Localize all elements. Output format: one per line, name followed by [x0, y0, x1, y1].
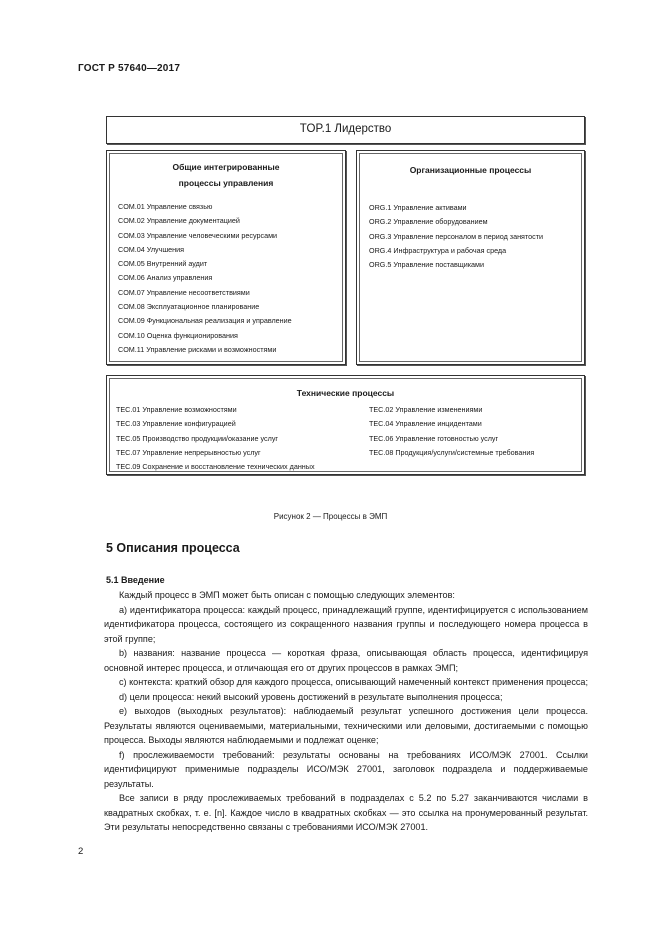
management-process-list: [118, 200, 292, 357]
technical-title: Технические процессы: [296, 388, 395, 398]
paragraph: а) идентификатора процесса: каждый процесс, принадлежащий группе, идентифицируется с использованием идентификатора процесса, состоящего из сокращенного названия группы и последующего номера процесса в этой группе;: [104, 604, 588, 644]
list-item: TEC.09 Сохранение и восстановление технических данных: [116, 462, 315, 472]
technical-processes-box: [106, 375, 585, 475]
list-item: COM.03 Управление человеческими ресурсами: [118, 230, 278, 240]
section-title: 5 Описания процесса: [106, 541, 240, 555]
list-item: COM.08 Эксплуатационное планирование: [118, 302, 260, 312]
paragraph: d) цели процесса: некий высокий уровень достижений в результате выполнения процесса;: [119, 691, 503, 702]
list-item: ORG.2 Управление оборудованием: [369, 217, 488, 227]
paragraph: b) названия: название процесса — короткая фраза, описывающая область процесса, идентифицируя основной интерес процесса, и отличающая его от других процессов в рамках ЭМП;: [104, 648, 588, 673]
list-item: ORG.3 Управление персоналом в период занятости: [369, 231, 544, 241]
top-leadership-title: TOP.1 Лидерство: [299, 123, 392, 135]
paragraph: Все записи в ряду прослеживаемых требований в подразделах с 5.2 по 5.27 заканчиваются числами в квадратных скобках, т. е. [n]. Каждое число в квадратных скобках — это ссылка на пронумерованный результат. Эти результаты непосредственно связаны с требованиями ИСО/МЭК 27001.: [104, 793, 588, 832]
paragraph: e) выходов (выходных результатов): наблюдаемый результат успешного достижения цели процесса. Результаты являются оцениваемыми, материальными, техническими или деловыми, достигаемыми с помощью процесса. Выходы являются наблюдаемыми и подлежат оценке;: [104, 706, 588, 745]
list-item: COM.06 Анализ управления: [118, 273, 213, 283]
management-processes-box: [106, 150, 346, 365]
paragraph: Каждый процесс в ЭМП может быть описан с помощью следующих элементов:: [119, 590, 455, 600]
list-item: COM.05 Внутренний аудит: [118, 259, 208, 269]
list-item: ORG.4 Инфраструктура и рабочая среда: [369, 245, 507, 255]
list-item: COM.11 Управление рисками и возможностями: [118, 344, 277, 354]
list-item: TEC.07 Управление непрерывностью услуг: [116, 447, 261, 457]
list-item: TEC.01 Управление возможностями: [116, 405, 237, 414]
page-number: 2: [78, 846, 84, 857]
list-item: ORG.1 Управление активами: [369, 203, 467, 212]
list-item: TEC.02 Управление изменениями: [369, 405, 483, 414]
list-item: COM.10 Оценка функционирования: [118, 330, 238, 340]
figure-caption: Рисунок 2 — Процессы в ЭМП: [273, 512, 388, 521]
management-title-line2: процессы управления: [178, 178, 274, 188]
organizational-title: Организационные процессы: [409, 165, 532, 175]
list-item: COM.02 Управление документацией: [118, 216, 240, 226]
subsection-title: 5.1 Введение: [106, 575, 165, 585]
list-item: TEC.04 Управление инцидентами: [369, 419, 482, 429]
paragraph: c) контекста: краткий обзор для каждого процесса, описывающий намеченный контекст применения процесса;: [119, 677, 589, 687]
list-item: COM.07 Управление несоответствиями: [118, 287, 250, 297]
paragraph: f) прослеживаемости требований: результаты основаны на требованиях ИСО/МЭК 27001. Ссылки идентифицируют применимые подразделы ИСО/МЭК 27001, заголовок подраздела и поддерживаемые результаты.: [104, 749, 588, 789]
management-inner-frame: [109, 153, 343, 362]
list-item: COM.04 Улучшения: [118, 244, 185, 254]
management-title-line1: Общие интегрированные: [172, 162, 280, 172]
list-item: ORG.5 Управление поставщиками: [369, 260, 485, 270]
section-body: [104, 588, 588, 835]
top-leadership-box: [106, 116, 585, 144]
list-item: COM.01 Управление связью: [118, 202, 213, 211]
organizational-process-list: [369, 201, 543, 272]
organizational-inner-frame: [359, 153, 582, 362]
list-item: TEC.03 Управление конфигурацией: [116, 419, 236, 429]
list-item: TEC.05 Производство продукции/оказание услуг: [116, 433, 279, 443]
standard-code: ГОСТ Р 57640—2017: [78, 63, 181, 74]
list-item: TEC.06 Управление готовностью услуг: [369, 433, 499, 443]
technical-inner-frame: [109, 378, 582, 472]
technical-process-list-left: [116, 403, 315, 474]
organizational-processes-box: [356, 150, 585, 365]
list-item: TEC.08 Продукция/услуги/системные требования: [369, 447, 535, 457]
list-item: COM.09 Функциональная реализация и управление: [118, 316, 292, 326]
technical-process-list-right: [369, 403, 534, 460]
